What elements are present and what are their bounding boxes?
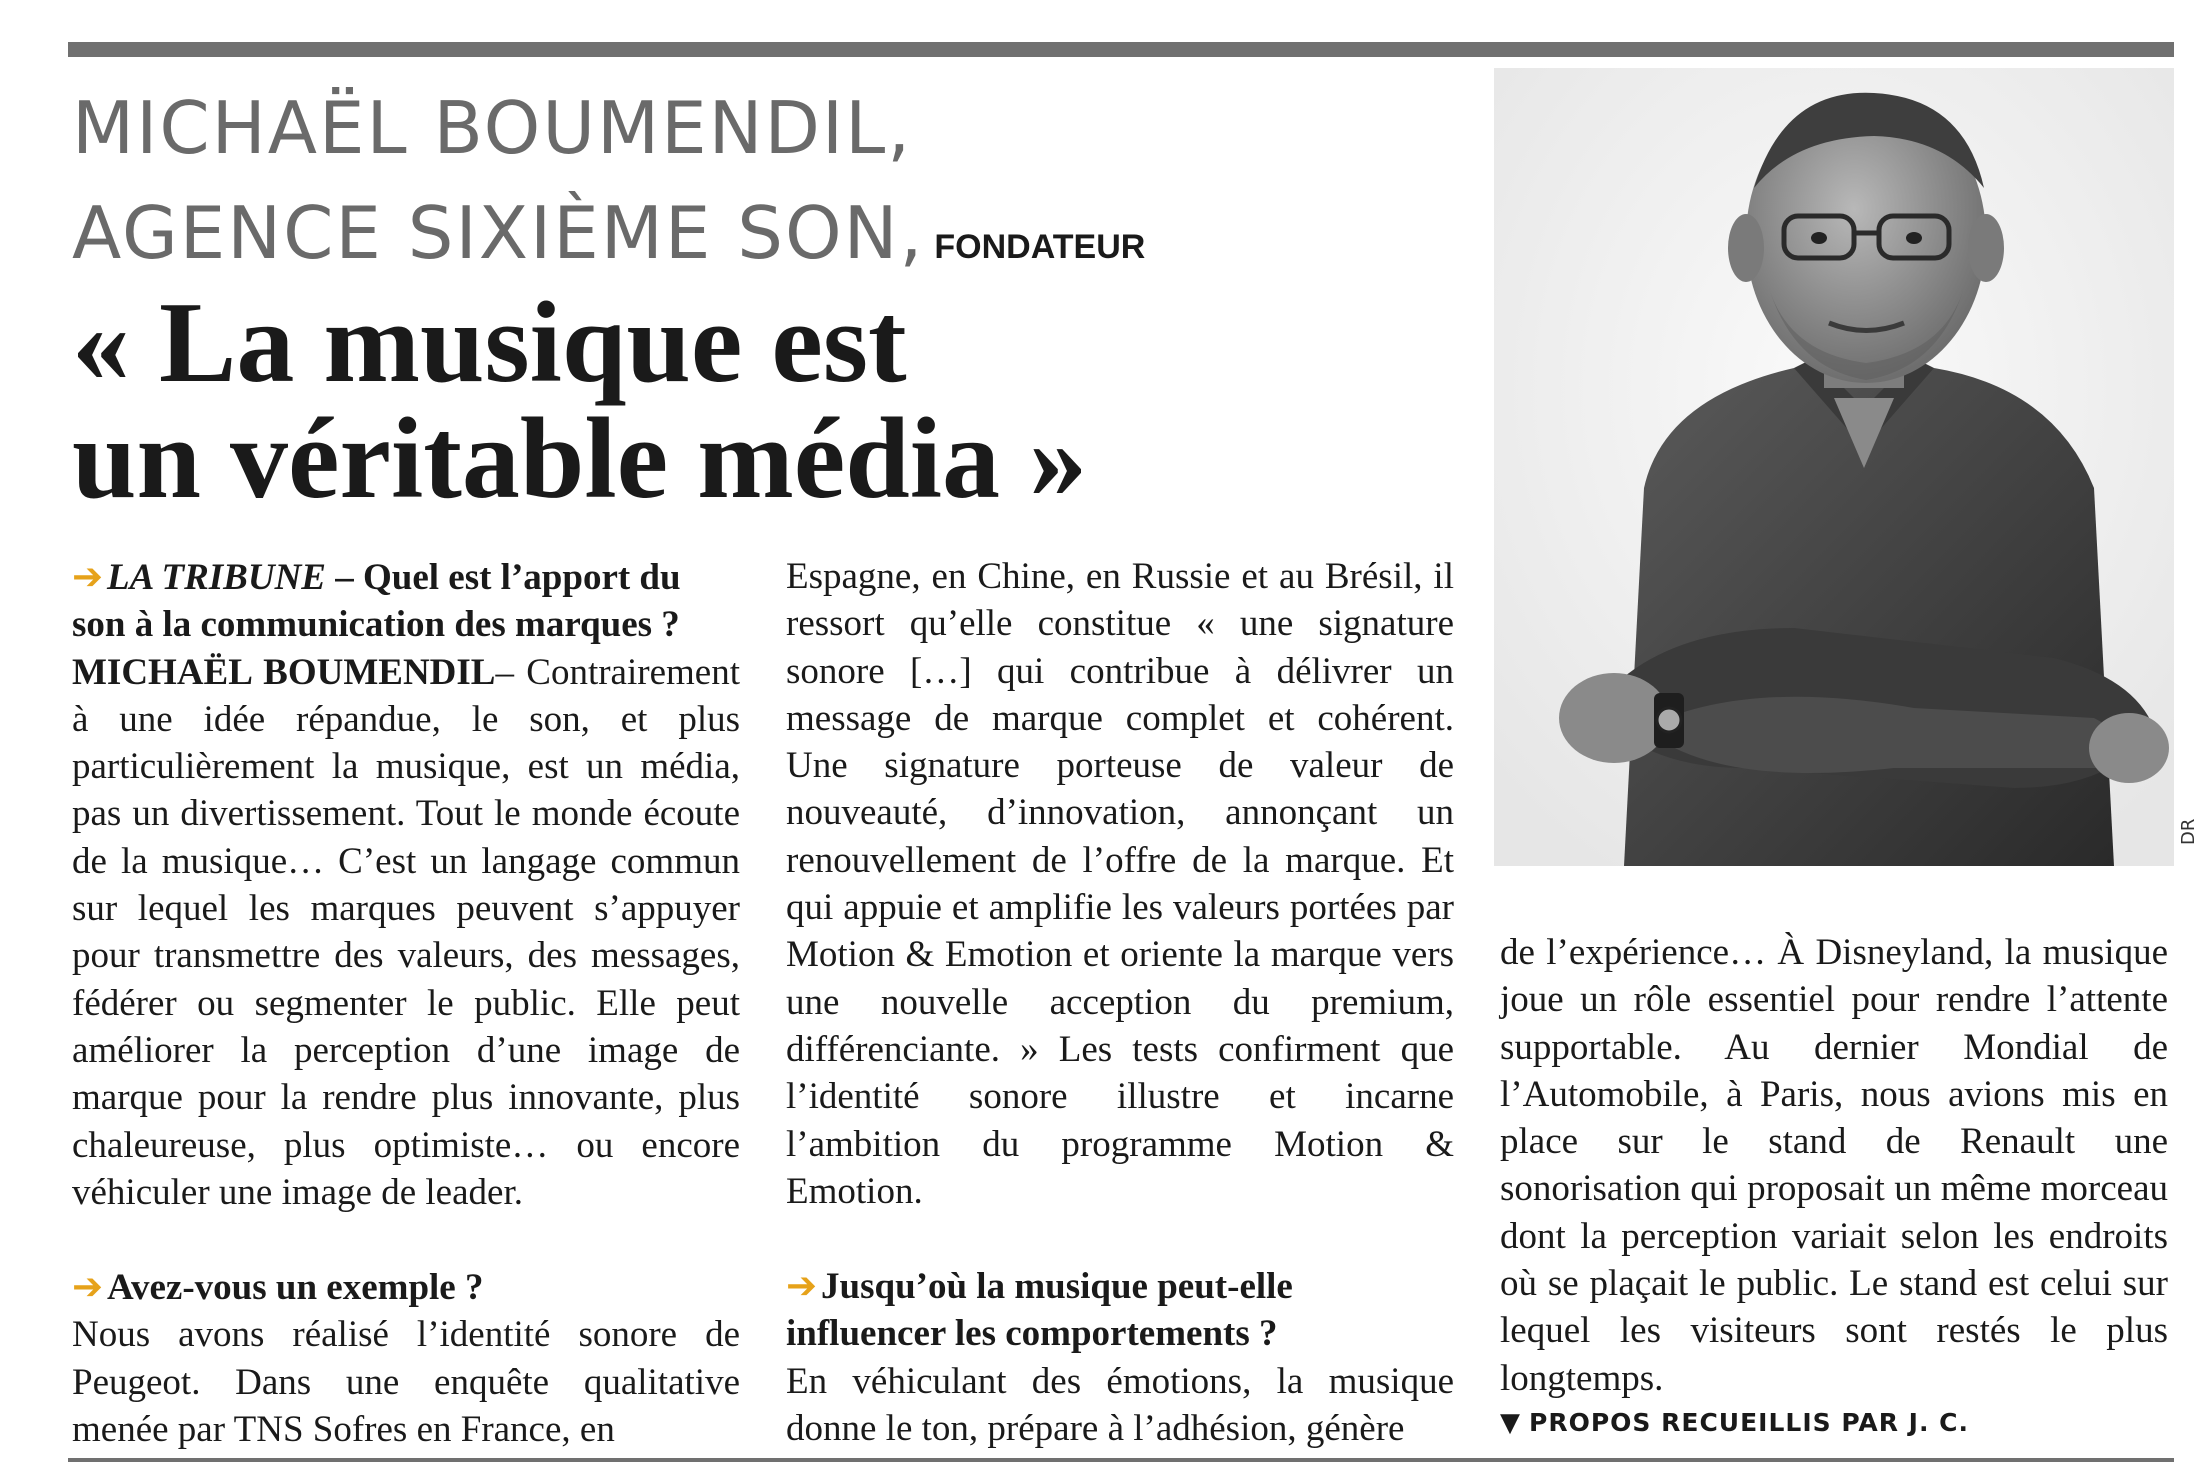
question-2-text: Avez-vous un exemple ? — [107, 1267, 484, 1309]
arrow-icon: ➔ — [72, 555, 104, 598]
answer-3-part-2: de l’expérience… À Disneyland, la musique joue un rôle essentiel pour rendre l’attente supportable. Au dernier Mondial de l’Automobile, à Paris, nous avions mis en place sur le stand de Renault une sonorisation qui proposait un même morceau dont la perception variait selon les endroits où se plaçait le public. Le stand est celui sur lequel les visiteurs sont restés le plus longtemps. — [1500, 932, 2168, 1399]
question-3 — [786, 1262, 1454, 1358]
byline — [1500, 1408, 1969, 1438]
interviewee-company — [72, 191, 1146, 275]
answer-1-text: – Contrairement à une idée répandue, le son, et plus particulièrement la musique, est un média, pas un divertissement. Tout le monde écoute de la musique… C’est un langage commun sur lequel les marques peuvent s’appuyer pour transmettre des valeurs, des messages, fédérer ou segmenter le public. Elle peut améliorer la perception d’une image de marque pour la rendre plus innovante, plus chaleureuse, plus optimiste… ou encore véhiculer une image de leader. — [72, 651, 740, 1213]
paragraph-gap — [72, 1216, 740, 1263]
arrow-icon: ➔ — [786, 1264, 818, 1308]
answer-1 — [72, 649, 740, 1217]
column-1 — [72, 553, 740, 1453]
speaker-name: MICHAËL BOUMENDIL — [72, 651, 496, 693]
headline-line-2: un véritable média » — [72, 395, 1087, 523]
triangle-down-icon: ▼ — [1500, 1408, 1521, 1438]
interviewee-name: MICHAËL BOUMENDIL, — [72, 86, 913, 170]
headline-line-1: « La musique est — [72, 279, 907, 407]
answer-2-part-1: Nous avons réalisé l’identité sonore de Peugeot. Dans une enquête qualitative menée par TNS Sofres en France, en — [72, 1314, 740, 1451]
portrait-illustration — [1494, 68, 2174, 866]
publication-name: LA TRIBUNE — [107, 557, 326, 598]
top-rule — [68, 42, 2174, 57]
photo-credit: DR — [2178, 818, 2199, 845]
column-2 — [786, 553, 1454, 1452]
interviewee-role: FONDATEUR — [934, 228, 1146, 266]
headline — [72, 279, 1087, 523]
portrait-photo — [1494, 68, 2174, 866]
bottom-rule — [68, 1458, 2174, 1462]
question-1-text: – Quel est l’apport du son à la communication des marques ? — [72, 557, 681, 646]
answer-2-part-2: Espagne, en Chine, en Russie et au Brésil, il ressort qu’elle constitue « une signature sonore […] qui contribue à délivrer un message de marque complet et cohérent. Une signature porteuse de valeur de nouveauté, d’innovation, annonçant un renouvellement de l’offre de la marque. Et qui appuie et amplifie les valeurs portées par Motion & Emotion et oriente la marque vers une nouvelle acception du premium, différenciante. » Les tests confirment que l’identité sonore illustre et incarne l’ambition du programme Motion & Emotion. — [786, 556, 1454, 1212]
question-1 — [72, 553, 740, 649]
byline-text: PROPOS RECUEILLIS PAR J. C. — [1529, 1408, 1970, 1437]
company-text: AGENCE SIXIÈME SON, — [72, 191, 925, 275]
question-3-text: Jusqu’où la musique peut-elle influencer les comportements ? — [786, 1266, 1293, 1355]
paragraph-gap — [786, 1215, 1454, 1262]
arrow-icon: ➔ — [72, 1265, 104, 1309]
column-3 — [1500, 929, 2168, 1402]
question-2 — [72, 1263, 740, 1311]
answer-3-part-1: En véhiculant des émotions, la musique donne le ton, prépare à l’adhésion, génère — [786, 1360, 1454, 1450]
